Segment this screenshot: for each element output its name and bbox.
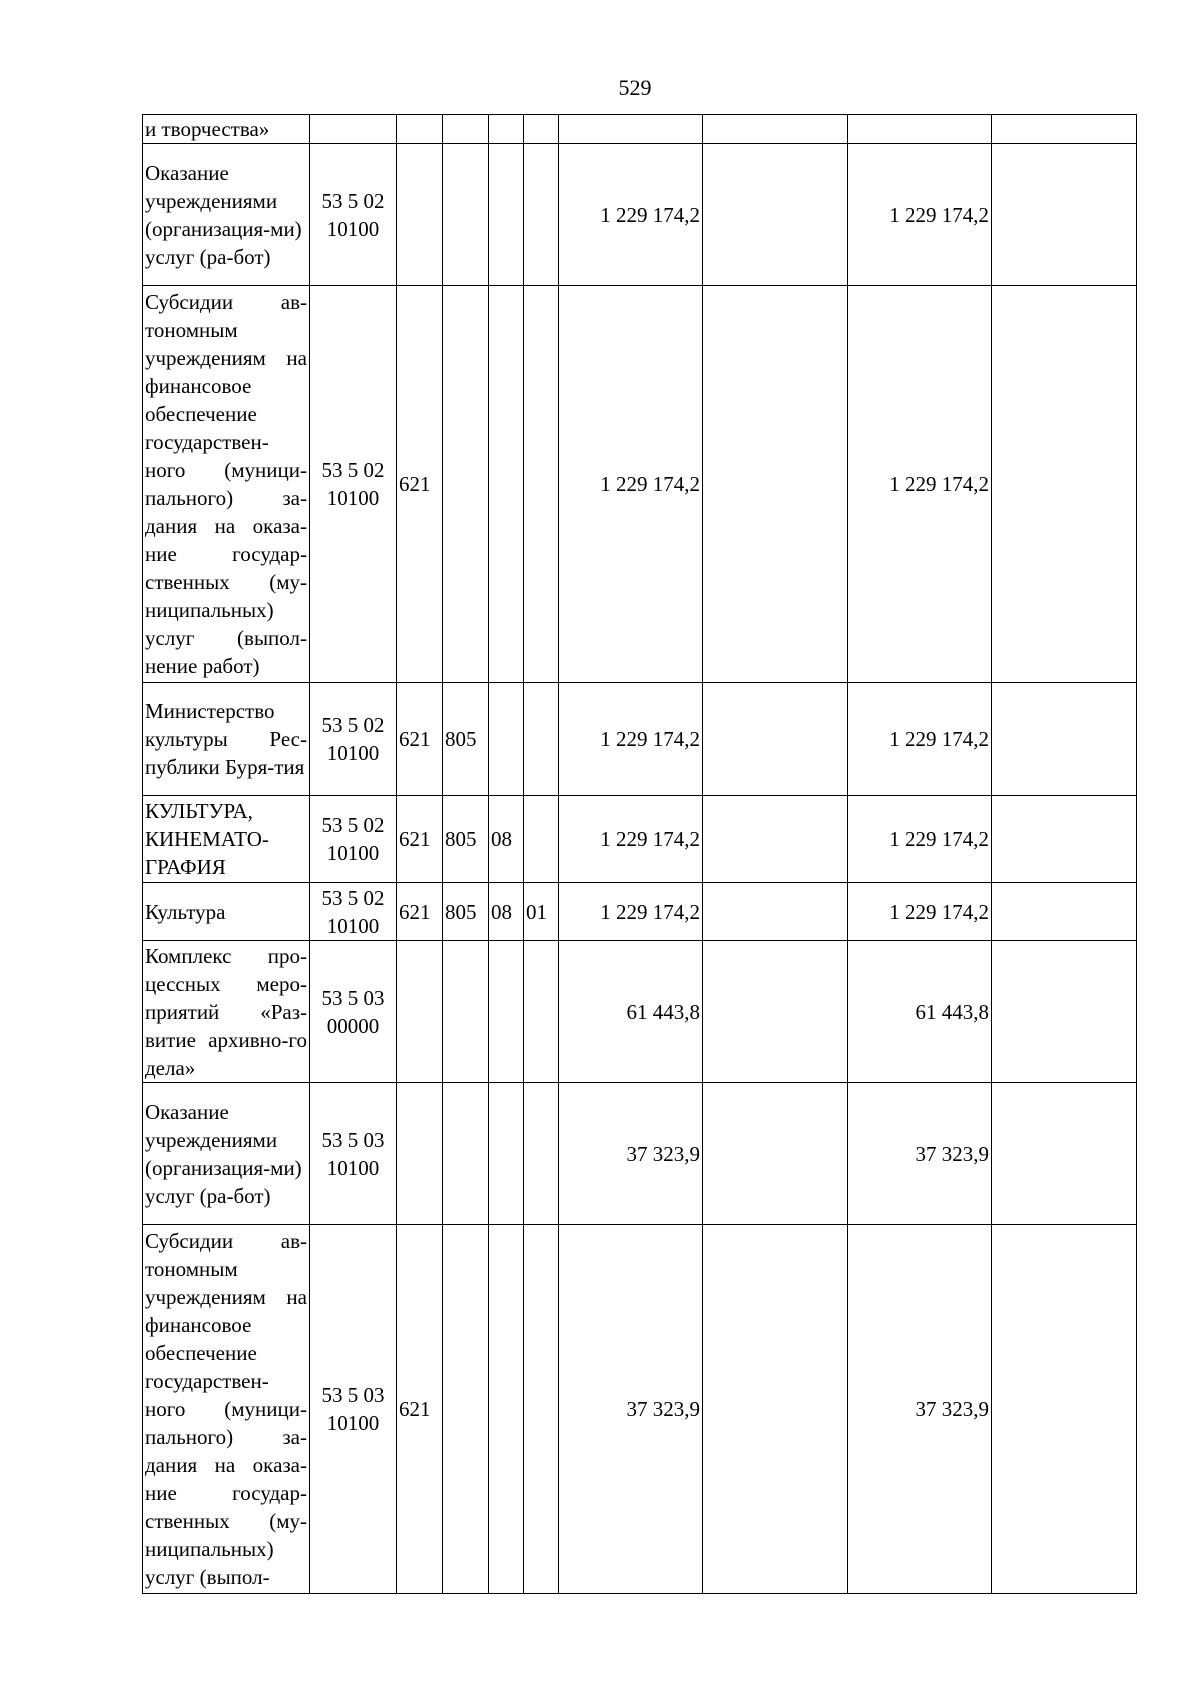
table-row (143, 1083, 1137, 1225)
budget-table (142, 114, 1137, 1594)
row-rz (489, 1225, 524, 1594)
row-amount-2 (703, 683, 848, 796)
row-vr (397, 1083, 443, 1225)
row-vr: 621 (397, 1225, 443, 1594)
table-row (143, 941, 1137, 1083)
row-grs: 805 (443, 796, 489, 883)
table-row (143, 286, 1137, 683)
row-amount-4 (992, 286, 1137, 683)
row-amount-2 (703, 286, 848, 683)
row-amount-1 (559, 115, 703, 144)
row-grs (443, 115, 489, 144)
row-amount-1: 37 323,9 (559, 1225, 703, 1594)
row-amount-4 (992, 796, 1137, 883)
row-amount-2 (703, 144, 848, 286)
row-pr (524, 941, 559, 1083)
table-row (143, 1225, 1137, 1594)
row-pr (524, 683, 559, 796)
page-number: 529 (618, 75, 652, 100)
row-rz (489, 1083, 524, 1225)
row-pr (524, 796, 559, 883)
row-amount-4 (992, 941, 1137, 1083)
row-csr: 53 5 02 10100 (310, 144, 397, 286)
row-amount-1: 1 229 174,2 (559, 683, 703, 796)
row-amount-1: 1 229 174,2 (559, 286, 703, 683)
row-csr: 53 5 03 10100 (310, 1083, 397, 1225)
row-amount-1: 1 229 174,2 (559, 883, 703, 941)
row-vr (397, 941, 443, 1083)
table-row (143, 144, 1137, 286)
row-amount-2 (703, 1225, 848, 1594)
row-pr (524, 144, 559, 286)
row-amount-3: 61 443,8 (848, 941, 992, 1083)
row-name: Оказание учреждениями (организация-ми) услуг (ра-бот) (143, 1083, 310, 1225)
row-amount-4 (992, 883, 1137, 941)
table-row (143, 683, 1137, 796)
table-row (143, 883, 1137, 941)
row-grs: 805 (443, 883, 489, 941)
row-amount-1: 37 323,9 (559, 1083, 703, 1225)
row-amount-3: 1 229 174,2 (848, 144, 992, 286)
row-vr (397, 115, 443, 144)
row-csr: 53 5 02 10100 (310, 286, 397, 683)
row-amount-3: 37 323,9 (848, 1083, 992, 1225)
row-amount-2 (703, 883, 848, 941)
row-name: и творчества» (143, 115, 310, 144)
row-amount-2 (703, 941, 848, 1083)
row-rz (489, 941, 524, 1083)
row-grs (443, 1225, 489, 1594)
row-amount-4 (992, 1083, 1137, 1225)
table-row (143, 115, 1137, 144)
row-grs (443, 144, 489, 286)
row-csr: 53 5 02 10100 (310, 683, 397, 796)
table-row (143, 796, 1137, 883)
row-amount-4 (992, 683, 1137, 796)
row-name: Министерство культуры Рес-публики Буря-тия (143, 683, 310, 796)
row-csr: 53 5 02 10100 (310, 883, 397, 941)
row-amount-3: 1 229 174,2 (848, 286, 992, 683)
row-pr (524, 1225, 559, 1594)
row-amount-3: 1 229 174,2 (848, 796, 992, 883)
row-amount-1: 1 229 174,2 (559, 144, 703, 286)
row-pr (524, 115, 559, 144)
row-vr: 621 (397, 683, 443, 796)
row-grs (443, 941, 489, 1083)
row-amount-3: 37 323,9 (848, 1225, 992, 1594)
row-grs: 805 (443, 683, 489, 796)
row-name: Субсидии ав-тономным учреждениям на финансовое обеспечение государствен-ного (муници-пального) за-дания на оказа-ние государ-ственных (му-ниципальных) услуг (выпол-нение работ) (143, 286, 310, 683)
row-rz (489, 115, 524, 144)
row-amount-2 (703, 796, 848, 883)
row-csr: 53 5 03 10100 (310, 1225, 397, 1594)
row-vr: 621 (397, 286, 443, 683)
row-csr: 53 5 03 00000 (310, 941, 397, 1083)
row-name: Культура (143, 883, 310, 941)
row-amount-2 (703, 115, 848, 144)
row-amount-3 (848, 115, 992, 144)
row-name: Субсидии ав-тономным учреждениям на финансовое обеспечение государствен-ного (муници-пального) за-дания на оказа-ние государ-ственных (му-ниципальных) услуг (выпол- (143, 1225, 310, 1594)
row-rz (489, 286, 524, 683)
row-pr (524, 1083, 559, 1225)
row-amount-1: 1 229 174,2 (559, 796, 703, 883)
row-rz (489, 144, 524, 286)
row-csr: 53 5 02 10100 (310, 796, 397, 883)
row-rz (489, 683, 524, 796)
row-vr: 621 (397, 883, 443, 941)
row-name: Комплекс про-цессных меро-приятий «Раз-витие архивно-го дела» (143, 941, 310, 1083)
row-vr: 621 (397, 796, 443, 883)
row-amount-4 (992, 115, 1137, 144)
row-amount-4 (992, 144, 1137, 286)
row-name: КУЛЬТУРА, КИНЕМАТО-ГРАФИЯ (143, 796, 310, 883)
row-amount-4 (992, 1225, 1137, 1594)
row-grs (443, 1083, 489, 1225)
row-grs (443, 286, 489, 683)
row-amount-3: 1 229 174,2 (848, 683, 992, 796)
row-csr (310, 115, 397, 144)
row-vr (397, 144, 443, 286)
row-amount-3: 1 229 174,2 (848, 883, 992, 941)
row-pr: 01 (524, 883, 559, 941)
row-rz: 08 (489, 883, 524, 941)
row-name: Оказание учреждениями (организация-ми) услуг (ра-бот) (143, 144, 310, 286)
row-amount-1: 61 443,8 (559, 941, 703, 1083)
row-pr (524, 286, 559, 683)
row-rz: 08 (489, 796, 524, 883)
row-amount-2 (703, 1083, 848, 1225)
table-body (143, 115, 1137, 1594)
